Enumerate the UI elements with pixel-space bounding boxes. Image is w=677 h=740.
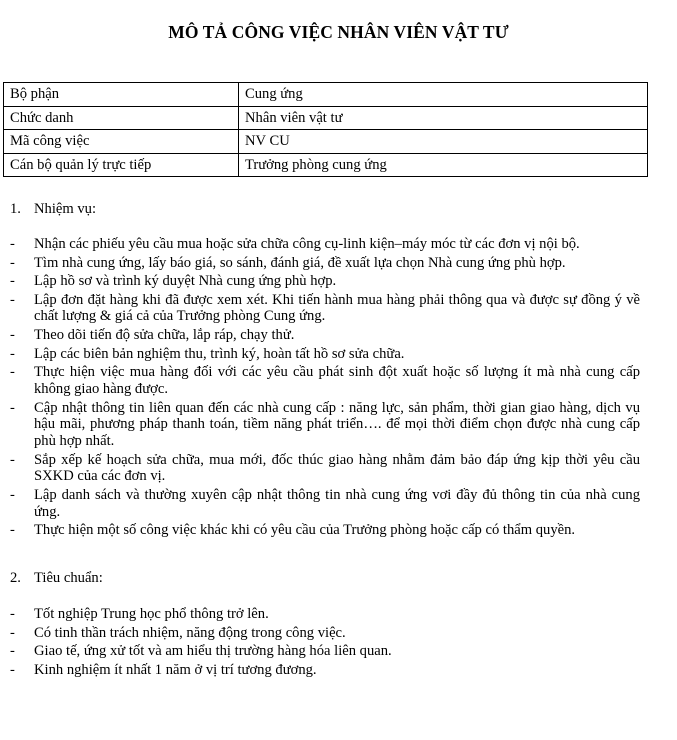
info-value: Trưởng phòng cung ứng: [239, 153, 648, 177]
list-item: [0, 236, 640, 253]
list-item: [0, 273, 640, 290]
section-number: 2.: [10, 570, 21, 586]
info-label: Bộ phận: [4, 83, 239, 107]
list-item: [0, 327, 640, 344]
list-item: [0, 625, 640, 642]
document-title: MÔ TẢ CÔNG VIỆC NHÂN VIÊN VẬT TƯ: [168, 22, 509, 42]
list-item-text: Lập các biên bản nghiệm thu, trình ký, hoàn tất hồ sơ sửa chữa.: [34, 345, 405, 362]
bullet-dash: -: [10, 606, 15, 622]
list-item: [0, 452, 640, 485]
info-label: Mã công việc: [4, 130, 239, 154]
list-item-text: Cập nhật thông tin liên quan đến các nhà cung cấp : năng lực, sản phẩm, thời gian giao hàng, dịch vụ hậu mãi, phương pháp thanh toán, tiềm năng phát triển…. để mọi thời điểm chọn được nhà cung cấp phù hợp nhất.: [34, 399, 640, 449]
section-number: 1.: [10, 201, 21, 217]
table-row: [4, 130, 648, 154]
bullet-dash: -: [10, 643, 15, 660]
bullet-dash: -: [10, 624, 15, 641]
list-item-text: Sắp xếp kế hoạch sửa chữa, mua mới, đốc thúc giao hàng nhằm đảm bảo đáp ứng kịp thời yêu cầu SXKD của các đơn vị.: [34, 451, 640, 485]
bullet-dash: -: [10, 399, 15, 416]
list-item-text: Lập đơn đặt hàng khi đã được xem xét. Khi tiến hành mua hàng phải thông qua và được sự đồng ý về chất lượng & giá cả của Trưởng phòng Cung ứng.: [34, 291, 640, 325]
list-item-text: Giao tế, ứng xử tốt và am hiểu thị trường hàng hóa liên quan.: [34, 643, 392, 660]
list-item-text: Tìm nhà cung ứng, lấy báo giá, so sánh, đánh giá, đề xuất lựa chọn Nhà cung ứng phù hợp.: [34, 254, 566, 271]
info-label: Cán bộ quản lý trực tiếp: [4, 153, 239, 177]
list-item-text: Thực hiện một số công việc khác khi có yêu cầu của Trưởng phòng hoặc cấp có thẩm quyền.: [34, 522, 576, 539]
info-label: Chức danh: [4, 106, 239, 130]
standards-list: [0, 606, 640, 680]
list-item-text: Lập danh sách và thường xuyên cập nhật thông tin nhà cung ứng vơi đầy đủ thông tin của nhà cung ứng.: [34, 486, 640, 520]
bullet-dash: -: [10, 661, 15, 678]
bullet-dash: -: [10, 345, 15, 362]
job-info-table: [3, 82, 648, 177]
duties-list: [0, 236, 640, 541]
list-item: [0, 643, 640, 660]
section-heading-standards: [10, 569, 103, 587]
info-value: Cung ứng: [239, 83, 648, 107]
bullet-dash: -: [10, 364, 15, 381]
bullet-dash: -: [10, 522, 15, 539]
list-item-text: Tốt nghiệp Trung học phổ thông trở lên.: [34, 606, 269, 622]
list-item: [0, 255, 640, 272]
list-item: [0, 346, 640, 363]
list-item: [0, 522, 640, 539]
bullet-dash: -: [10, 451, 15, 468]
bullet-dash: -: [10, 486, 15, 503]
list-item: [0, 487, 640, 520]
bullet-dash: -: [10, 327, 15, 344]
list-item-text: Có tinh thần trách nhiệm, năng động trong công việc.: [34, 624, 346, 641]
list-item-text: Kinh nghiệm ít nhất 1 năm ở vị trí tương đương.: [34, 661, 317, 678]
list-item: [0, 400, 640, 450]
table-row: [4, 153, 648, 177]
list-item: [0, 292, 640, 325]
bullet-dash: -: [10, 273, 15, 290]
section-heading-duties: [10, 200, 96, 218]
list-item: [0, 606, 640, 623]
table-row: [4, 83, 648, 107]
info-value: NV CU: [239, 130, 648, 154]
list-item: [0, 662, 640, 679]
list-item-text: Lập hồ sơ và trình ký duyệt Nhà cung ứng phù hợp.: [34, 273, 337, 290]
list-item: [0, 364, 640, 397]
table-row: [4, 106, 648, 130]
section-title: Nhiệm vụ:: [34, 201, 97, 217]
list-item-text: Thực hiện việc mua hàng đối với các yêu cầu phát sinh đột xuất hoặc số lượng ít mà nhà cung cấp không giao hàng được.: [34, 364, 640, 397]
bullet-dash: -: [10, 254, 15, 271]
list-item-text: Nhận các phiếu yêu cầu mua hoặc sửa chữa công cụ-linh kiện–máy móc từ các đơn vị nội bộ.: [34, 236, 580, 252]
list-item-text: Theo dõi tiến độ sửa chữa, lắp ráp, chạy thử.: [34, 327, 295, 344]
section-title: Tiêu chuẩn:: [34, 570, 103, 586]
info-value: Nhân viên vật tư: [239, 106, 648, 130]
bullet-dash: -: [10, 291, 15, 308]
bullet-dash: -: [10, 236, 15, 252]
